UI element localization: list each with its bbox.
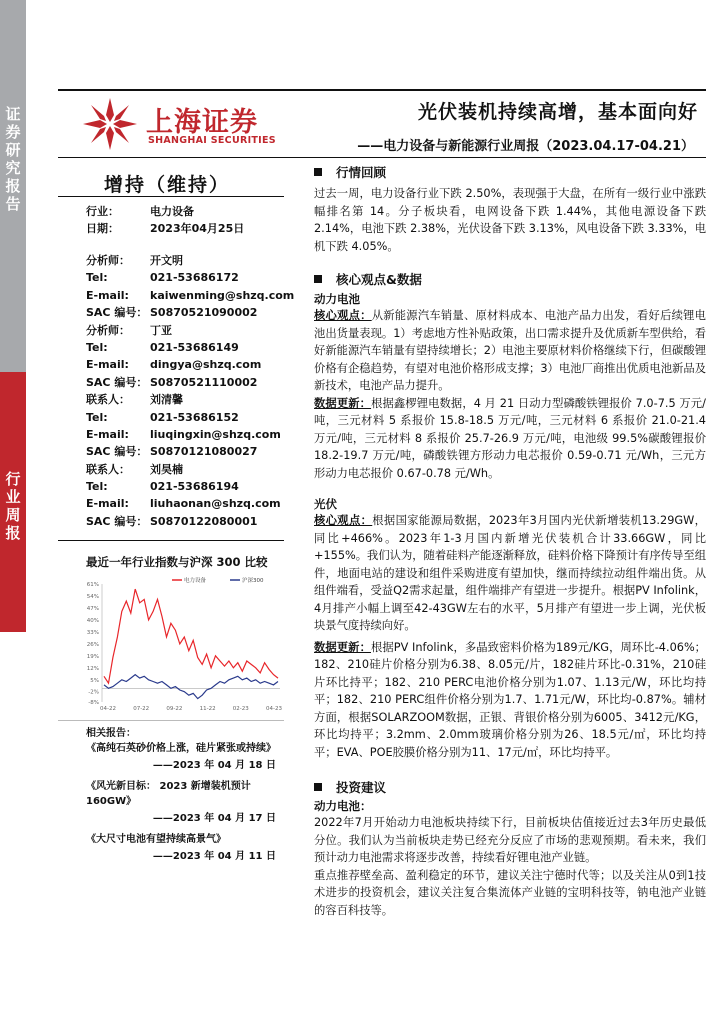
pv-data-update (314, 639, 706, 762)
header-bottom-rule (58, 157, 706, 158)
analyst-label: Tel: (86, 340, 108, 354)
core-view-label: 核心观点： (314, 514, 373, 527)
analyst-label: E-mail: (86, 427, 129, 441)
invest-paragraph-1: 2022年7月开始动力电池板块持续下行，目前板块估值接近过去3年历史最低分位。我们认为当前板块走势已经充分反应了市场的悲观预期。看未来，我们预计动力电池需求将逐步改善，持续看好锂电池产业链。 (314, 816, 706, 864)
x-tick-label: 07-22 (133, 706, 150, 712)
industry-value: 电力设备 (150, 205, 194, 218)
analyst-label: SAC 编号： (86, 445, 148, 459)
x-tick-label: 09-22 (166, 706, 183, 712)
section-market-heading (314, 163, 706, 181)
analyst-value: S0870121080027 (150, 445, 258, 459)
analyst-row (86, 287, 294, 304)
related-report-link[interactable]: 《高纯石英砂价格上涨，硅片紧张或持续》 (86, 743, 276, 754)
analyst-label: E-mail: (86, 288, 129, 302)
related-reports-list (86, 741, 276, 864)
analyst-row (86, 443, 294, 460)
invest-paragraph-2: 重点推荐壁垒高、盈利稳定的环节，建议关注宁德时代等；以及关注从0到1技术进步的投资机会，建议关注复合集流体产业链的宝明科技等，钠电池产业链的容百科技等。 (314, 868, 706, 917)
report-subtitle: ——电力设备与新能源行业周报（2023.04.17-04.21） (357, 139, 694, 154)
y-tick-label: -8% (88, 700, 99, 706)
analyst-row (86, 495, 294, 512)
section-views-title: 核心观点&数据 (336, 272, 422, 287)
sidebar (0, 0, 26, 1024)
analyst-email-link[interactable]: kaiwenming@shzq.com (150, 288, 295, 302)
main-content (314, 163, 706, 919)
analyst-row (86, 356, 294, 373)
analyst-label: SAC 编号： (86, 375, 148, 389)
analyst-value: 丁亚 (150, 323, 172, 337)
related-report-date: ——2023 年 04 月 18 日 (152, 760, 276, 771)
logo-name-en: SHANGHAI SECURITIES (148, 135, 276, 146)
rating-rule (58, 196, 284, 197)
y-tick-label: 19% (86, 653, 99, 660)
analyst-label: Tel: (86, 480, 108, 494)
analyst-label: SAC 编号： (86, 514, 148, 528)
y-tick-label: 5% (90, 677, 99, 684)
sidebar-mid-text: 行业周报 (5, 470, 21, 542)
pv-subheading: 光伏 (314, 497, 337, 511)
analyst-value: 021-53686172 (150, 271, 239, 285)
analyst-row (86, 322, 294, 339)
analyst-row (86, 252, 294, 269)
core-view-label: 核心观点： (314, 309, 372, 322)
bullet-square-icon (314, 275, 322, 283)
related-report-link[interactable]: 《风光新目标： 2023 新增装机预计160GW》 (86, 781, 251, 807)
battery-subheading: 动力电池 (314, 292, 360, 306)
y-tick-label: 33% (86, 629, 99, 636)
analyst-label: E-mail: (86, 358, 129, 372)
rating-badge: 增持（维持） (104, 174, 231, 196)
report-meta (86, 203, 244, 238)
bullet-square-icon (314, 783, 322, 791)
analyst-label: 分析师： (86, 323, 130, 337)
analyst-value: S0870521110002 (150, 375, 258, 389)
core-view-text: 从新能源汽车销量、原材料成本、电池产品力出发，看好后续锂电池出货量表现。1）考虑地方性补贴政策，出口需求提升及优质新车型供给，看好新能源汽车销量有望持续增长；2）电池主要原材料价格继续下行，但碳酸锂价格有企稳趋势，有望对电池价格形成支撑；3）电池厂商推出优质电池新品及新技术，电池产品力提升。 (314, 309, 706, 392)
y-tick-label: -2% (88, 689, 99, 696)
analyst-row (86, 304, 294, 321)
analyst-value: 021-53686194 (150, 480, 239, 494)
analyst-label: E-mail: (86, 497, 129, 511)
y-tick-label: 54% (86, 593, 99, 600)
analyst-row (86, 478, 294, 495)
chart-bottom-rule (58, 720, 284, 721)
date-value: 2023年04月25日 (150, 222, 245, 236)
analyst-value: 开文明 (150, 254, 183, 267)
related-report-date: ——2023 年 04 月 17 日 (152, 813, 276, 824)
analyst-row (86, 391, 294, 408)
analyst-row (86, 409, 294, 426)
analyst-list (86, 252, 294, 530)
analyst-value: 021-53686152 (150, 410, 239, 424)
analyst-label: Tel: (86, 410, 108, 424)
y-tick-label: 26% (86, 641, 99, 648)
legend-label: 电力设备 (184, 578, 207, 584)
data-update-label: 数据更新： (314, 396, 372, 410)
y-tick-label: 47% (86, 605, 99, 612)
related-report-date: ——2023 年 04 月 11 日 (152, 851, 276, 862)
x-tick-label: 02-23 (232, 706, 249, 712)
x-tick-label: 11-22 (199, 706, 216, 712)
analyst-email-link[interactable]: liuqingxin@shzq.com (150, 427, 281, 441)
data-update-text: 根据鑫椤锂电数据，4 月 21 日动力型磷酸铁锂报价 7.0-7.5 万元/吨，三元材料 5 系报价 15.8-18.5 万元/吨，三元材料 6 系报价 21.0-21.4 万元/吨，三元材料 8 系报价 25.7-26.9 万元/吨，电池级 99.5%碳酸锂报价 18.2-19.7 万元/吨，磷酸铁锂方形动力电芯报价 0.59-0.71 元/Wh，三元方形动力电芯报价 0.67-0.78 元/Wh。 (314, 396, 706, 480)
battery-data-update (314, 395, 706, 483)
core-view-text: 根据国家能源局数据，2023年3月国内光伏新增装机13.29GW，同比+466%。2023年1-3月国内新增光伏装机合计33.66GW，同比+155%。我们认为，随着硅料产能逐渐释放，硅料价格下降预计有序传导至组件，地面电站的建设和组件采购进度有望加快，继而持续拉动组件端出货。从组件端看，受益Q2需求起量，组件端排产有望进一步提升。根据PV Infolink，4月排产小幅上调至42-43GW左右的水平，5月排产有望进一步上调，光伏板块景气度持续向好。 (314, 514, 706, 632)
analyst-value: 021-53686149 (150, 340, 239, 354)
analyst-value: S0870521090002 (150, 306, 258, 320)
date-label: 日期： (86, 222, 119, 236)
analyst-row (86, 339, 294, 356)
analyst-value: 刘昊楠 (150, 462, 183, 476)
sidebar-top-text: 证券研究报告 (5, 105, 21, 213)
y-tick-label: 61% (86, 582, 99, 588)
section-views-heading (314, 270, 706, 288)
analyst-row (86, 374, 294, 391)
analyst-label: 联系人： (86, 393, 130, 407)
y-tick-label: 12% (86, 665, 99, 672)
market-review-text: 过去一周，电力设备行业下跌 2.50%，表现强于大盘，在所有一级行业中涨跌幅排名第 14。分子板块看，电网设备下跌 1.44%，其他电源设备下跌 2.14%，电池下跌 2.38%，光伏设备下跌 3.13%，风电设备下跌 3.33%，电机下跌 4.05%。 (314, 187, 706, 253)
data-update-text: 根据PV Infolink，多晶致密料价格为189元/KG，周环比-4.06%；182、210硅片价格分别为6.38、8.05元/片，182硅片环比-0.31%，210硅片环比持平；182、210 PERC电池价格分别为1.07、1.13元/W，环比均持平；182、210 PERC组件价格分别为1.7、1.71元/W，环比均-0.87%。辅材方面，根据SOLARZOOM数据，正银、背银价格分别为6005、3412元/KG，环比均持平；3.2mm、2.0mm玻璃价格分别为26、18.5元/㎡，环比均持平；EVA、POE胶膜价格分别为11、17元/㎡，环比均持平。 (314, 640, 706, 759)
pv-core-view (314, 512, 706, 635)
analyst-value: 刘清馨 (150, 393, 183, 407)
company-logo-icon (79, 95, 141, 153)
report-title: 光伏装机持续高增，基本面向好 (417, 101, 698, 123)
analyst-label: 分析师： (86, 254, 130, 267)
chart-title: 最近一年行业指数与沪深 300 比较 (86, 555, 268, 569)
industry-label: 行业： (86, 205, 119, 218)
analyst-row (86, 513, 294, 530)
x-tick-label: 04-22 (100, 706, 116, 712)
index-comparison-chart (80, 574, 290, 720)
analyst-row (86, 461, 294, 478)
analyst-email-link[interactable]: liuhaonan@shzq.com (150, 497, 281, 511)
analyst-label: SAC 编号： (86, 306, 148, 320)
related-reports-title: 相关报告： (86, 728, 136, 739)
analyst-row (86, 269, 294, 286)
x-tick-label: 04-23 (266, 706, 282, 712)
analyst-label: Tel: (86, 271, 108, 285)
header-top-rule (58, 89, 706, 91)
section-invest-title: 投资建议 (336, 780, 387, 795)
analyst-email-link[interactable]: dingya@shzq.com (150, 358, 262, 372)
invest-battery-subheading: 动力电池： (314, 799, 372, 813)
legend-label: 沪深300 (242, 578, 264, 584)
battery-core-view (314, 307, 706, 395)
bullet-square-icon (314, 168, 322, 176)
analyst-value: S0870122080001 (150, 514, 258, 528)
series-line-0 (104, 589, 278, 683)
related-report-link[interactable]: 《大尺寸电池有望持续高景气》 (86, 834, 226, 845)
y-tick-label: 40% (86, 617, 99, 624)
chart-svg (80, 574, 290, 720)
analyst-row (86, 426, 294, 443)
section-invest-heading (314, 778, 706, 796)
analyst-label: 联系人： (86, 462, 130, 476)
chart-top-rule (58, 540, 284, 541)
series-line-1 (104, 675, 278, 699)
section-market-title: 行情回顾 (336, 165, 387, 180)
logo-name-cn: 上海证券 (146, 107, 258, 138)
data-update-label: 数据更新： (314, 640, 371, 654)
